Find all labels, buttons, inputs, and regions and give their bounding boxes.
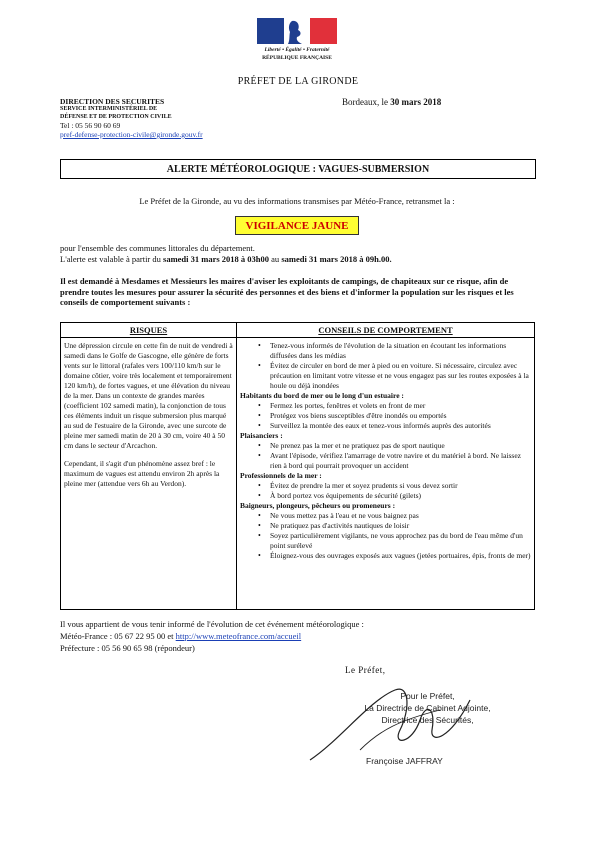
validity-paragraph: [60, 243, 534, 264]
advice-item: • Soyez particulièrement vigilants, ne vous approchez pas du bord de l'eau même d'un point surélevé: [256, 531, 531, 551]
advice-item: • Éloignez-vous des ouvrages exposés aux vagues (jetées portuaires, épis, fronts de mer): [256, 551, 531, 561]
advice-item: • Tenez-vous informés de l'évolution de la situation en écoutant les informations diffusées dans les médias: [256, 341, 531, 361]
marianne-profile-icon: [284, 18, 311, 44]
mayors-instruction: Il est demandé à Mesdames et Messieurs les maires d'aviser les exploitants de campings, de chapiteaux sur ce risque, afin de prendre toutes les mesures pour assurer la sécurité des personnes et des biens et d'informer la population sur les risques et les conseils de comportement suivants :: [60, 276, 514, 307]
service-line-1: SERVICE INTERMINISTÉRIEL DE: [60, 106, 158, 112]
advice-item: • Avant l'épisode, vérifiez l'amarrage de votre navire et du matériel à bord. Ne laissez rien à bord qui pourrait provoquer un accident: [256, 451, 531, 471]
service-line-2: DÉFENSE ET DE PROTECTION CIVILE: [60, 113, 172, 120]
sender-block: [60, 97, 203, 139]
date-prefix: Bordeaux, le: [342, 97, 388, 107]
signature-line-2: La Directrice de Cabinet Adjointe,: [364, 703, 491, 713]
advice-item: • Ne vous mettez pas à l'eau et ne vous baignez pas: [256, 511, 531, 521]
risks-paragraph-2: Cependant, il s'agit d'un phénomène assez bref : le maximum de vagues est attendu environ 2h après la pleine mer (attendue vers 6h au Verdon).: [64, 459, 220, 488]
advice-item: • Fermez les portes, fenêtres et volets en front de mer: [256, 401, 531, 411]
risks-paragraph-1: Une dépression circule en cette fin de nuit de vendredi à samedi dans le Golfe de Gascogne, elle génère de forts vents sur le littoral (rafales vers 100/110 km/h sur le domaine côtier, voire très localement et temporairement 120 km/h), de fortes vagues, et une élévation du niveau de la mer. Dans un contexte de grandes marées (coefficient 102 samedi matin), la conjonction de tous ces éléments induit un risque submersion plus marqué au sud de l'estuaire de la Gironde, avec une surcote de pleine mer samedi matin de 20 à 30 cm, voire 40 à 50 cm dans le secteur d'Arcachon.: [64, 341, 233, 450]
advice-item: • Surveillez la montée des eaux et tenez-vous informés auprès des autorités: [256, 421, 531, 431]
advice-group-title: Plaisanciers :: [240, 431, 283, 440]
signatory-name: Françoise JAFFRAY: [366, 756, 443, 766]
advice-item: • Évitez de prendre la mer et soyez prudents si vous devez sortir: [256, 481, 531, 491]
validity-end: samedi 31 mars 2018 à 09h.00.: [281, 253, 392, 264]
flag-white-band: [284, 18, 311, 44]
footer-meteo: [60, 630, 534, 642]
advice-item: • Ne pratiquez pas d'activités nautiques de loisir: [256, 521, 531, 531]
signature-line-1: Pour le Préfet,: [400, 691, 455, 701]
prefecture-heading: PRÉFET DE LA GIRONDE: [237, 76, 359, 87]
advice-group-title: Baigneurs, plongeurs, pêcheurs ou promeneurs :: [240, 501, 396, 510]
advice-column-header: CONSEILS DE COMPORTEMENT: [237, 323, 535, 338]
vigilance-badge: VIGILANCE JAUNE: [235, 216, 359, 235]
signature-line-3: Directrice des Sécurités,: [381, 715, 474, 725]
flag-red-band: [310, 18, 337, 44]
meteo-label: Météo-France : 05 67 22 95 00 et: [60, 631, 174, 641]
republic-name: RÉPUBLIQUE FRANÇAISE: [262, 55, 332, 61]
validity-line-2: [60, 254, 534, 265]
french-flag-logo: [257, 18, 337, 44]
intro-text: Le Préfet de la Gironde, au vu des informations transmises par Météo-France, retransmet la :: [139, 196, 455, 206]
direction-name: DIRECTION DES SECURITES: [60, 97, 165, 106]
advice-group-title: Habitants du bord de mer ou le long d'un estuaire :: [240, 391, 404, 400]
advice-item: • Évitez de circuler en bord de mer à pied ou en voiture. Si nécessaire, circulez avec précaution en limitant votre vitesse et ne vous engagez pas sur les routes exposées à la houle ou déjà inondées: [256, 361, 531, 391]
advice-cell: [237, 338, 535, 610]
advice-item: • Protégez vos biens susceptibles d'être inondés ou emportés: [256, 411, 531, 421]
date-value: 30 mars 2018: [390, 97, 442, 107]
advice-item: • À bord portez vos équipements de sécurité (gilets): [256, 491, 531, 501]
republic-motto: Liberté • Égalité • Fraternité: [264, 47, 330, 53]
risks-advice-table: [60, 322, 535, 610]
sender-phone: Tel : 05 56 90 60 69: [60, 121, 121, 130]
risks-column-header: RISQUES: [61, 323, 237, 338]
alert-title: ALERTE MÉTÉOROLOGIQUE : VAGUES-SUBMERSION: [60, 159, 536, 179]
signature-title: Le Préfet,: [345, 665, 386, 675]
advice-item: • Ne prenez pas la mer et ne pratiquez pas de sport nautique: [256, 441, 531, 451]
flag-blue-band: [257, 18, 284, 44]
advice-group-title: Professionnels de la mer :: [240, 471, 322, 480]
validity-prefix: L'alerte est valable à partir du: [60, 253, 161, 264]
validity-middle: au: [271, 253, 280, 264]
signature-block: [330, 690, 525, 726]
document-date: [342, 97, 441, 107]
footer-prefecture: Préfecture : 05 56 90 65 98 (répondeur): [60, 643, 195, 653]
validity-start: samedi 31 mars 2018 à 03h00: [163, 253, 270, 264]
footer-line-1: Il vous appartient de vous tenir informé de l'évolution de cet événement météorologique :: [60, 619, 364, 629]
footer-contacts: [60, 618, 534, 654]
validity-line-1: pour l'ensemble des communes littorales du département.: [60, 243, 255, 253]
risks-cell: [61, 338, 237, 610]
meteo-url-link[interactable]: http://www.meteofrance.com/accueil: [175, 631, 302, 641]
sender-email-link[interactable]: pref-defense-protection-civile@gironde.gouv.fr: [60, 130, 203, 139]
